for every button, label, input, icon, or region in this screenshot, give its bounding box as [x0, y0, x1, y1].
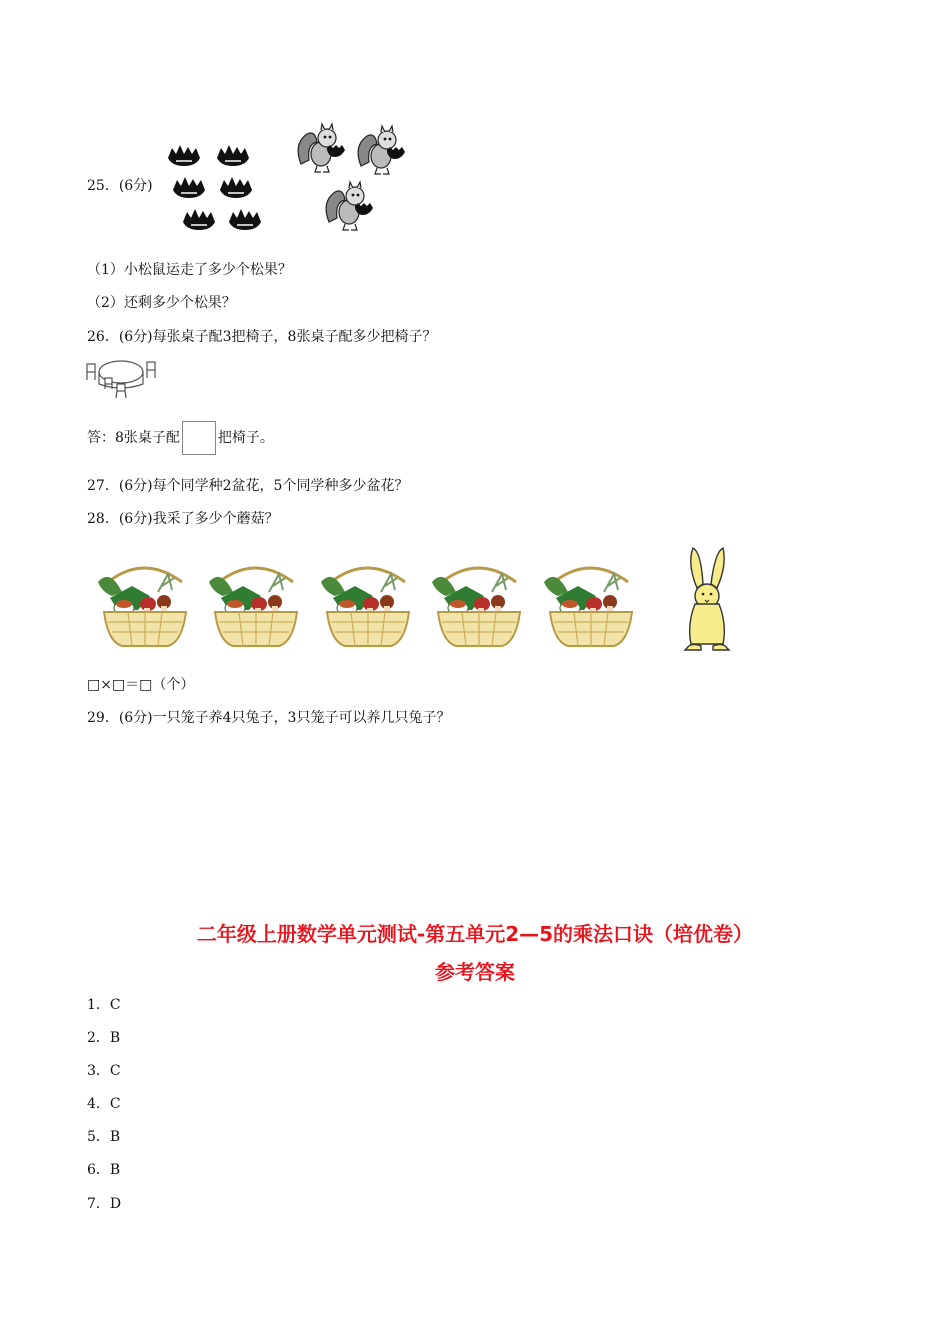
q26-text: 26．(6分)每张桌子配3把椅子，8张桌子配多少把椅子？ — [87, 329, 437, 345]
q28-formula: □×□＝□（个） — [87, 677, 195, 693]
q29-text: 29．(6分)一只笼子养4只兔子，3只笼子可以养几只兔子？ — [87, 710, 451, 726]
squirrels-image — [295, 122, 420, 242]
q26-answer-prefix: 答：8张桌子配 — [87, 430, 180, 446]
answer-item-1: 1．C — [87, 997, 121, 1013]
answers-subtitle: 参考答案 — [435, 960, 515, 984]
rabbit-image — [677, 544, 737, 656]
answer-item-7: 7．D — [87, 1196, 122, 1212]
mushroom-baskets-row — [90, 556, 650, 652]
table-chairs-image — [85, 356, 157, 400]
q25-label: 25．(6分) — [87, 178, 153, 194]
answer-item-2: 2．B — [87, 1030, 121, 1046]
answer-item-6: 6．B — [87, 1162, 121, 1178]
q26-answer-suffix: 把椅子。 — [217, 430, 274, 446]
q25-sub2: （2）还剩多少个松果？ — [87, 295, 236, 311]
q27-text: 27．(6分)每个同学种2盆花，5个同学种多少盆花？ — [87, 478, 409, 494]
answer-item-4: 4．C — [87, 1096, 121, 1112]
answers-title: 二年级上册数学单元测试-第五单元2—5的乘法口诀（培优卷） — [196, 922, 754, 946]
q26-answer-line — [87, 420, 274, 456]
pinecone-group-image — [163, 142, 268, 240]
answer-item-3: 3．C — [87, 1063, 121, 1079]
q26-answer-box[interactable] — [182, 421, 216, 455]
answer-item-5: 5．B — [87, 1129, 121, 1145]
q28-text: 28．(6分)我采了多少个蘑菇？ — [87, 511, 279, 527]
q25-sub1: （1）小松鼠运走了多少个松果？ — [87, 262, 292, 278]
